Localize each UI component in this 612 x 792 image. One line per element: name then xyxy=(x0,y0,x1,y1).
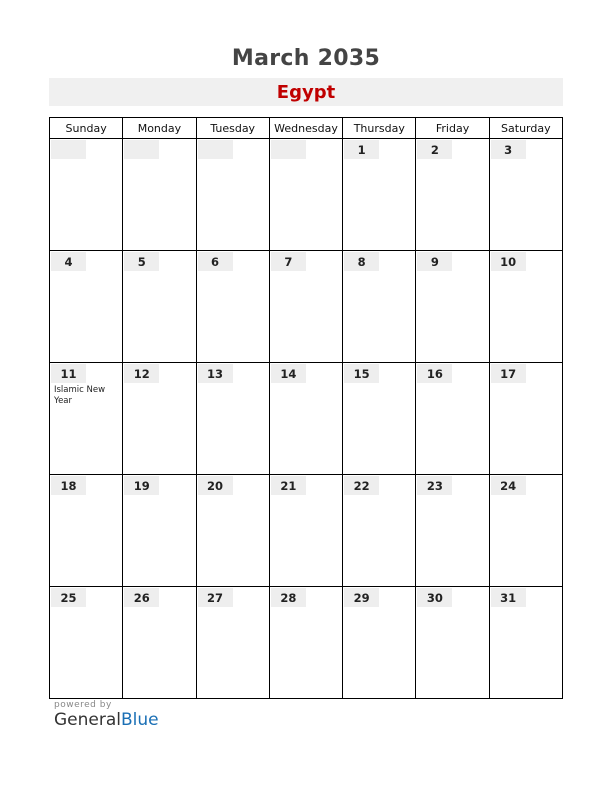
day-number: 11 xyxy=(51,364,86,383)
holiday-label: Islamic New Year xyxy=(54,385,106,406)
weekday-thursday: Thursday xyxy=(343,118,416,139)
week-row xyxy=(50,475,563,587)
brand-blue: Blue xyxy=(121,710,159,730)
day-number: 23 xyxy=(417,476,452,495)
day-cell xyxy=(123,587,196,699)
calendar-title: March 2035 xyxy=(231,46,381,71)
day-number: 22 xyxy=(344,476,379,495)
day-number: 29 xyxy=(344,588,379,607)
day-number xyxy=(51,140,86,159)
day-number: 17 xyxy=(491,364,526,383)
weekday-monday: Monday xyxy=(123,118,196,139)
day-cell xyxy=(416,139,489,251)
day-number: 5 xyxy=(124,252,159,271)
day-cell xyxy=(269,475,342,587)
brand-general: General xyxy=(54,710,121,730)
day-cell xyxy=(416,363,489,475)
day-cell xyxy=(50,363,123,475)
day-number: 7 xyxy=(271,252,306,271)
day-cell xyxy=(489,475,562,587)
weekday-header-row xyxy=(50,118,563,139)
calendar-body xyxy=(50,139,563,699)
day-cell xyxy=(489,251,562,363)
day-number: 13 xyxy=(198,364,233,383)
day-cell xyxy=(269,251,342,363)
day-number: 25 xyxy=(51,588,86,607)
day-cell xyxy=(196,251,269,363)
weekday-tuesday: Tuesday xyxy=(196,118,269,139)
day-number: 4 xyxy=(51,252,86,271)
day-number: 15 xyxy=(344,364,379,383)
day-cell xyxy=(50,587,123,699)
day-cell xyxy=(416,587,489,699)
day-number: 30 xyxy=(417,588,452,607)
day-number: 21 xyxy=(271,476,306,495)
country-banner xyxy=(49,78,563,106)
day-number: 1 xyxy=(344,140,379,159)
day-cell xyxy=(343,587,416,699)
day-cell xyxy=(489,139,562,251)
day-cell xyxy=(269,363,342,475)
day-cell xyxy=(489,363,562,475)
calendar-grid xyxy=(49,117,563,699)
day-cell xyxy=(416,475,489,587)
day-number: 8 xyxy=(344,252,379,271)
day-number: 26 xyxy=(124,588,159,607)
day-number: 6 xyxy=(198,252,233,271)
day-cell xyxy=(196,475,269,587)
brand-logo[interactable] xyxy=(54,710,159,730)
day-number: 2 xyxy=(417,140,452,159)
day-cell xyxy=(123,363,196,475)
day-cell xyxy=(343,139,416,251)
day-cell xyxy=(123,475,196,587)
day-number: 14 xyxy=(271,364,306,383)
day-number: 28 xyxy=(271,588,306,607)
day-number: 20 xyxy=(198,476,233,495)
day-number: 24 xyxy=(491,476,526,495)
powered-by-text: powered by xyxy=(54,700,112,710)
day-cell xyxy=(269,139,342,251)
weekday-saturday: Saturday xyxy=(489,118,562,139)
week-row xyxy=(50,587,563,699)
country-name: Egypt xyxy=(276,82,336,103)
day-number xyxy=(198,140,233,159)
day-cell xyxy=(343,363,416,475)
week-row xyxy=(50,139,563,251)
day-number: 18 xyxy=(51,476,86,495)
day-cell xyxy=(343,475,416,587)
day-cell xyxy=(343,251,416,363)
week-row xyxy=(50,251,563,363)
day-cell xyxy=(196,139,269,251)
day-cell xyxy=(269,587,342,699)
weekday-sunday: Sunday xyxy=(50,118,123,139)
day-number: 10 xyxy=(491,252,526,271)
day-number: 12 xyxy=(124,364,159,383)
weekday-friday: Friday xyxy=(416,118,489,139)
day-cell xyxy=(50,251,123,363)
day-cell xyxy=(416,251,489,363)
day-cell xyxy=(196,363,269,475)
day-cell xyxy=(50,475,123,587)
day-cell xyxy=(123,139,196,251)
weekday-wednesday: Wednesday xyxy=(269,118,342,139)
day-number: 3 xyxy=(491,140,526,159)
day-number xyxy=(271,140,306,159)
day-number: 19 xyxy=(124,476,159,495)
day-cell xyxy=(196,587,269,699)
day-number: 31 xyxy=(491,588,526,607)
day-cell xyxy=(123,251,196,363)
day-number xyxy=(124,140,159,159)
day-cell xyxy=(50,139,123,251)
day-number: 9 xyxy=(417,252,452,271)
day-number: 16 xyxy=(417,364,452,383)
day-number: 27 xyxy=(198,588,233,607)
week-row xyxy=(50,363,563,475)
day-cell xyxy=(489,587,562,699)
footer xyxy=(54,700,159,730)
